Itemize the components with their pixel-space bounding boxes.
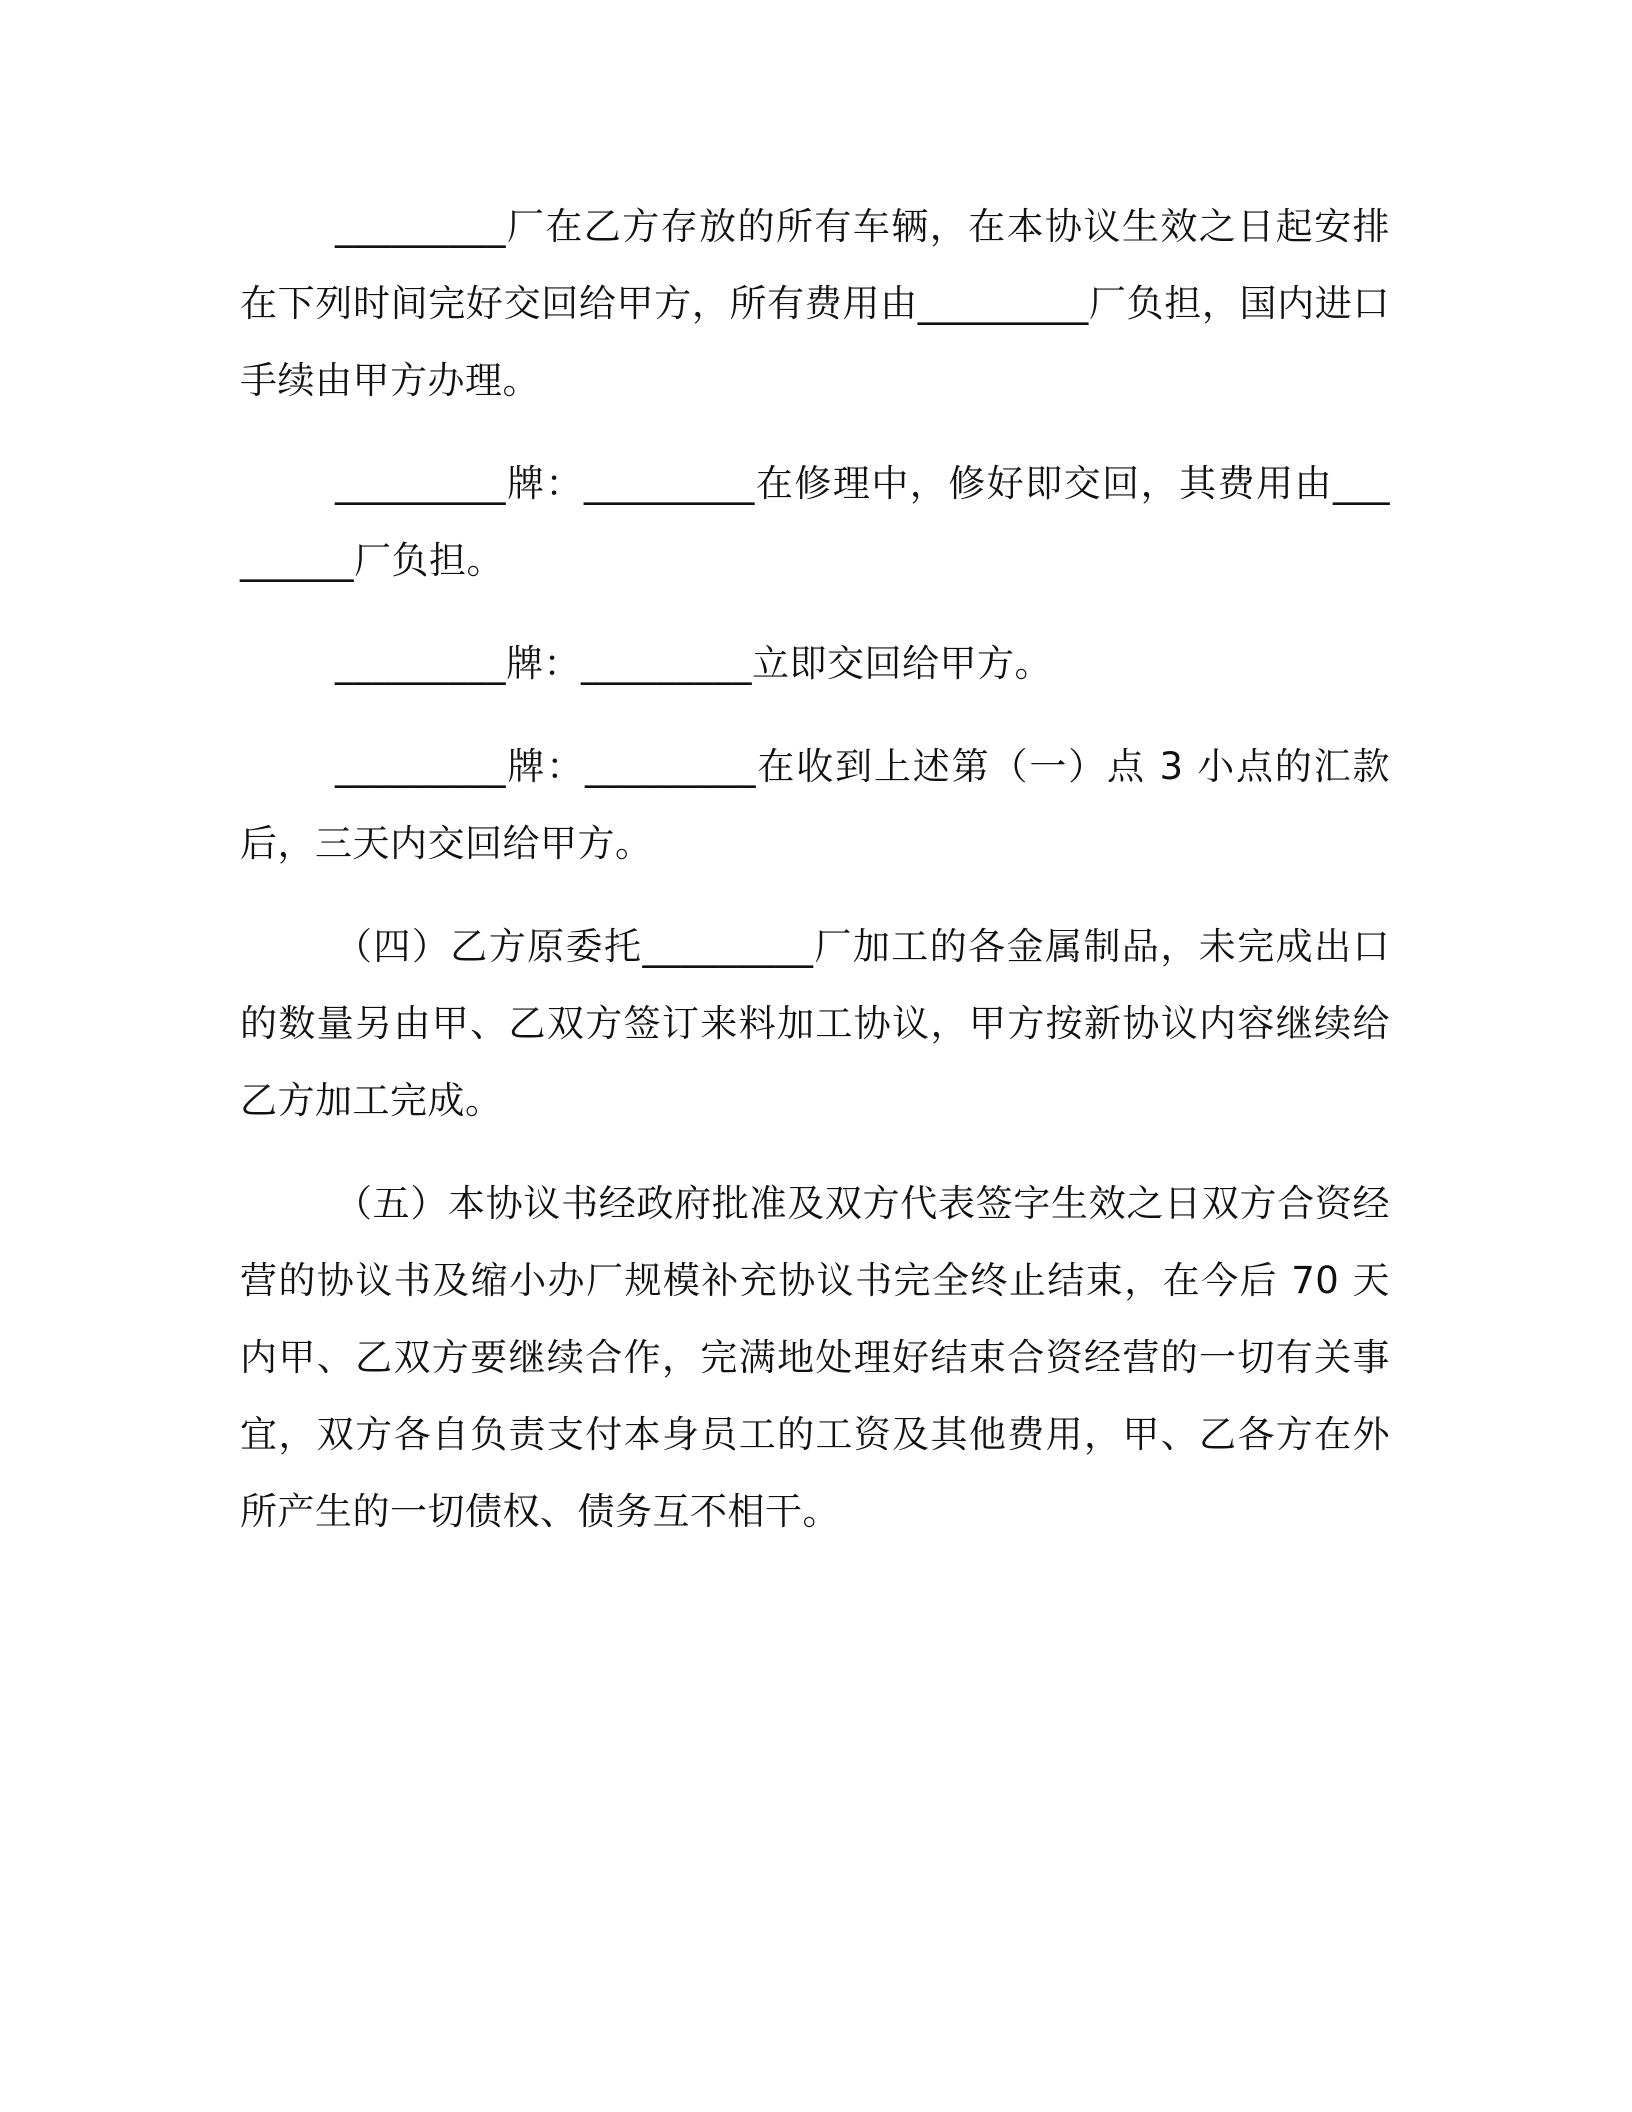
paragraph-vehicle-after-payment: _________牌：_________在收到上述第（一）点 3 小点的汇款后，三天内交回给甲方。 bbox=[240, 745, 1390, 865]
paragraph-vehicle-in-repair: _________牌：_________在修理中，修好即交回，其费用由_________厂负担。 bbox=[240, 462, 1390, 582]
paragraph-vehicle-return: _________厂在乙方存放的所有车辆，在本协议生效之日起安排在下列时间完好交回给甲方，所有费用由_________厂负担，国内进口手续由甲方办理。 bbox=[240, 205, 1390, 402]
document-page bbox=[240, 188, 1390, 1550]
paragraph-clause-four: （四）乙方原委托_________厂加工的各金属制品，未完成出口的数量另由甲、乙双方签订来料加工协议，甲方按新协议内容继续给乙方加工完成。 bbox=[240, 925, 1390, 1122]
paragraph-clause-five: （五）本协议书经政府批准及双方代表签字生效之日双方合资经营的协议书及缩小办厂规模补充协议书完全终止结束，在今后 70 天内甲、乙双方要继续合作，完满地处理好结束合资经营的一切有关事宜，双方各自负责支付本身员工的工资及其他费用，甲、乙各方在外所产生的一切债权、债务互不相干。 bbox=[240, 1182, 1390, 1533]
paragraph-vehicle-immediate-return: _________牌：_________立即交回给甲方。 bbox=[335, 642, 1052, 685]
